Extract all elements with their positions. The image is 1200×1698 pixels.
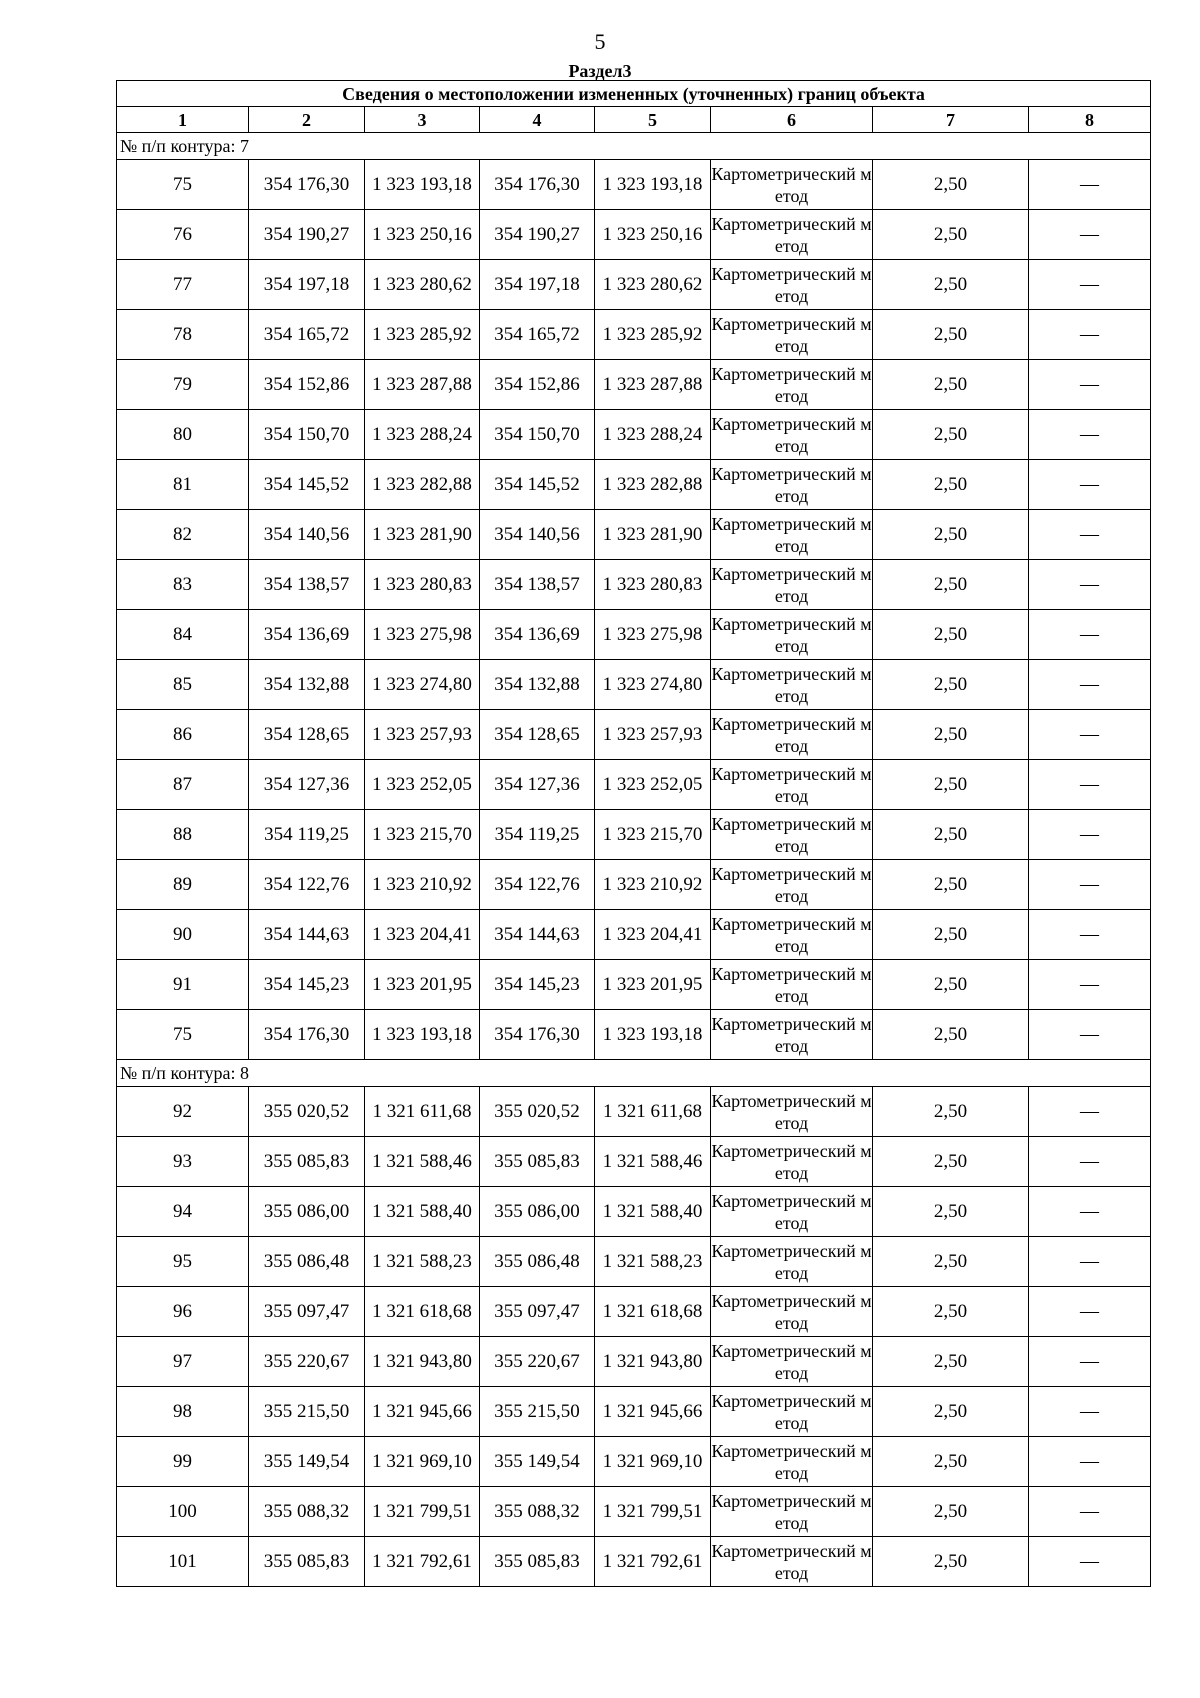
x-new-cell: 355 086,00 [480,1187,595,1237]
table-row [117,360,1151,410]
accuracy-cell: 2,50 [873,210,1029,260]
description-cell: — [1029,510,1151,560]
y-old-cell: 1 323 193,18 [365,160,480,210]
accuracy-cell: 2,50 [873,1337,1029,1387]
y-new-cell: 1 323 281,90 [595,510,711,560]
accuracy-cell: 2,50 [873,1537,1029,1587]
column-header: 1 [117,107,249,133]
description-cell: — [1029,810,1151,860]
method-cell: Картометрический метод [711,1487,873,1537]
point-number-cell: 89 [117,860,249,910]
y-new-cell: 1 323 252,05 [595,760,711,810]
y-old-cell: 1 323 210,92 [365,860,480,910]
description-cell: — [1029,660,1151,710]
table-row [117,210,1151,260]
x-new-cell: 354 127,36 [480,760,595,810]
description-cell: — [1029,210,1151,260]
method-cell: Картометрический метод [711,310,873,360]
method-cell: Картометрический метод [711,860,873,910]
accuracy-cell: 2,50 [873,410,1029,460]
y-new-cell: 1 321 588,46 [595,1137,711,1187]
y-new-cell: 1 323 285,92 [595,310,711,360]
x-new-cell: 355 220,67 [480,1337,595,1387]
table-body [117,81,1151,1587]
description-cell: — [1029,410,1151,460]
x-old-cell: 355 086,00 [249,1187,365,1237]
description-cell: — [1029,710,1151,760]
x-new-cell: 354 190,27 [480,210,595,260]
x-old-cell: 354 150,70 [249,410,365,460]
point-number-cell: 94 [117,1187,249,1237]
x-old-cell: 354 145,52 [249,460,365,510]
x-old-cell: 355 020,52 [249,1087,365,1137]
y-new-cell: 1 323 201,95 [595,960,711,1010]
method-cell: Картометрический метод [711,760,873,810]
column-header-row [117,107,1151,133]
x-new-cell: 354 197,18 [480,260,595,310]
y-old-cell: 1 323 193,18 [365,1010,480,1060]
accuracy-cell: 2,50 [873,160,1029,210]
x-old-cell: 354 176,30 [249,160,365,210]
description-cell: — [1029,460,1151,510]
y-new-cell: 1 323 210,92 [595,860,711,910]
table-row [117,710,1151,760]
table-row [117,310,1151,360]
y-old-cell: 1 323 282,88 [365,460,480,510]
description-cell: — [1029,1237,1151,1287]
x-old-cell: 354 136,69 [249,610,365,660]
method-cell: Картометрический метод [711,710,873,760]
x-new-cell: 354 128,65 [480,710,595,760]
x-old-cell: 354 127,36 [249,760,365,810]
description-cell: — [1029,1087,1151,1137]
y-old-cell: 1 323 280,62 [365,260,480,310]
method-cell: Картометрический метод [711,1237,873,1287]
accuracy-cell: 2,50 [873,1387,1029,1437]
point-number-cell: 76 [117,210,249,260]
contour-row [117,133,1151,160]
accuracy-cell: 2,50 [873,310,1029,360]
point-number-cell: 75 [117,1010,249,1060]
description-cell: — [1029,960,1151,1010]
point-number-cell: 99 [117,1437,249,1487]
x-old-cell: 354 132,88 [249,660,365,710]
point-number-cell: 93 [117,1137,249,1187]
method-cell: Картометрический метод [711,660,873,710]
point-number-cell: 97 [117,1337,249,1387]
y-old-cell: 1 321 618,68 [365,1287,480,1337]
accuracy-cell: 2,50 [873,460,1029,510]
table-row [117,610,1151,660]
description-cell: — [1029,260,1151,310]
accuracy-cell: 2,50 [873,610,1029,660]
column-header: 3 [365,107,480,133]
x-old-cell: 355 220,67 [249,1337,365,1387]
x-new-cell: 355 085,83 [480,1537,595,1587]
y-old-cell: 1 323 274,80 [365,660,480,710]
contour-label: № п/п контура: 7 [117,133,1151,160]
y-new-cell: 1 323 274,80 [595,660,711,710]
x-old-cell: 355 149,54 [249,1437,365,1487]
table-row [117,1237,1151,1287]
description-cell: — [1029,1287,1151,1337]
table-row [117,510,1151,560]
x-old-cell: 355 088,32 [249,1487,365,1537]
x-new-cell: 354 140,56 [480,510,595,560]
x-old-cell: 354 152,86 [249,360,365,410]
y-old-cell: 1 321 799,51 [365,1487,480,1537]
x-new-cell: 354 136,69 [480,610,595,660]
table-row [117,1387,1151,1437]
accuracy-cell: 2,50 [873,1087,1029,1137]
table-row [117,860,1151,910]
y-old-cell: 1 323 252,05 [365,760,480,810]
x-new-cell: 354 152,86 [480,360,595,410]
method-cell: Картометрический метод [711,510,873,560]
y-old-cell: 1 321 969,10 [365,1437,480,1487]
y-old-cell: 1 321 943,80 [365,1337,480,1387]
y-new-cell: 1 321 611,68 [595,1087,711,1137]
y-old-cell: 1 321 588,40 [365,1187,480,1237]
y-old-cell: 1 321 611,68 [365,1087,480,1137]
method-cell: Картометрический метод [711,210,873,260]
point-number-cell: 80 [117,410,249,460]
y-old-cell: 1 323 215,70 [365,810,480,860]
description-cell: — [1029,1137,1151,1187]
method-cell: Картометрический метод [711,1010,873,1060]
description-cell: — [1029,860,1151,910]
point-number-cell: 85 [117,660,249,710]
method-cell: Картометрический метод [711,410,873,460]
y-new-cell: 1 323 204,41 [595,910,711,960]
x-old-cell: 355 085,83 [249,1537,365,1587]
x-new-cell: 355 085,83 [480,1137,595,1187]
y-new-cell: 1 323 280,83 [595,560,711,610]
y-new-cell: 1 323 250,16 [595,210,711,260]
table-row [117,460,1151,510]
table-row [117,1137,1151,1187]
x-new-cell: 355 149,54 [480,1437,595,1487]
point-number-cell: 75 [117,160,249,210]
y-old-cell: 1 323 288,24 [365,410,480,460]
column-header: 7 [873,107,1029,133]
y-new-cell: 1 323 288,24 [595,410,711,460]
y-old-cell: 1 323 204,41 [365,910,480,960]
description-cell: — [1029,310,1151,360]
column-header: 5 [595,107,711,133]
point-number-cell: 90 [117,910,249,960]
y-old-cell: 1 321 588,46 [365,1137,480,1187]
section-title: Раздел3 [568,61,632,81]
description-cell: — [1029,1537,1151,1587]
table-row [117,560,1151,610]
accuracy-cell: 2,50 [873,760,1029,810]
table-row [117,1087,1151,1137]
x-new-cell: 355 097,47 [480,1287,595,1337]
description-cell: — [1029,760,1151,810]
method-cell: Картометрический метод [711,260,873,310]
x-new-cell: 354 145,52 [480,460,595,510]
page-number: 5 [594,29,606,54]
description-cell: — [1029,1010,1151,1060]
x-old-cell: 354 165,72 [249,310,365,360]
table-row [117,660,1151,710]
point-number-cell: 81 [117,460,249,510]
method-cell: Картометрический метод [711,960,873,1010]
y-new-cell: 1 323 215,70 [595,810,711,860]
boundary-coordinates-table [116,80,1151,1587]
x-old-cell: 354 190,27 [249,210,365,260]
y-new-cell: 1 321 618,68 [595,1287,711,1337]
x-old-cell: 354 176,30 [249,1010,365,1060]
table-row [117,1437,1151,1487]
table-row [117,410,1151,460]
description-cell: — [1029,910,1151,960]
table-title-row [117,81,1151,107]
accuracy-cell: 2,50 [873,1437,1029,1487]
accuracy-cell: 2,50 [873,260,1029,310]
x-old-cell: 354 145,23 [249,960,365,1010]
column-header: 2 [249,107,365,133]
y-new-cell: 1 321 799,51 [595,1487,711,1537]
x-old-cell: 355 215,50 [249,1387,365,1437]
table-row [117,810,1151,860]
column-header: 6 [711,107,873,133]
x-new-cell: 354 132,88 [480,660,595,710]
description-cell: — [1029,360,1151,410]
y-new-cell: 1 321 588,23 [595,1237,711,1287]
y-old-cell: 1 323 285,92 [365,310,480,360]
method-cell: Картометрический метод [711,560,873,610]
x-new-cell: 354 150,70 [480,410,595,460]
x-new-cell: 354 144,63 [480,910,595,960]
accuracy-cell: 2,50 [873,560,1029,610]
y-new-cell: 1 323 282,88 [595,460,711,510]
method-cell: Картометрический метод [711,1137,873,1187]
point-number-cell: 82 [117,510,249,560]
point-number-cell: 83 [117,560,249,610]
x-old-cell: 354 144,63 [249,910,365,960]
table-title: Сведения о местоположении измененных (уточненных) границ объекта [117,81,1151,107]
description-cell: — [1029,1337,1151,1387]
method-cell: Картометрический метод [711,1287,873,1337]
table-row [117,760,1151,810]
y-new-cell: 1 323 287,88 [595,360,711,410]
accuracy-cell: 2,50 [873,1237,1029,1287]
table-row [117,1337,1151,1387]
column-header: 8 [1029,107,1151,133]
description-cell: — [1029,1387,1151,1437]
y-old-cell: 1 323 257,93 [365,710,480,760]
point-number-cell: 78 [117,310,249,360]
x-new-cell: 354 176,30 [480,160,595,210]
table-row [117,260,1151,310]
table-row [117,1010,1151,1060]
y-old-cell: 1 323 275,98 [365,610,480,660]
x-new-cell: 355 020,52 [480,1087,595,1137]
method-cell: Картометрический метод [711,810,873,860]
x-old-cell: 354 128,65 [249,710,365,760]
y-new-cell: 1 321 792,61 [595,1537,711,1587]
accuracy-cell: 2,50 [873,960,1029,1010]
method-cell: Картометрический метод [711,1087,873,1137]
point-number-cell: 92 [117,1087,249,1137]
accuracy-cell: 2,50 [873,910,1029,960]
x-new-cell: 355 086,48 [480,1237,595,1287]
point-number-cell: 96 [117,1287,249,1337]
description-cell: — [1029,560,1151,610]
x-old-cell: 355 097,47 [249,1287,365,1337]
y-new-cell: 1 323 275,98 [595,610,711,660]
x-new-cell: 355 215,50 [480,1387,595,1437]
x-old-cell: 355 086,48 [249,1237,365,1287]
point-number-cell: 79 [117,360,249,410]
description-cell: — [1029,1487,1151,1537]
y-new-cell: 1 321 943,80 [595,1337,711,1387]
point-number-cell: 87 [117,760,249,810]
x-new-cell: 354 122,76 [480,860,595,910]
method-cell: Картометрический метод [711,1387,873,1437]
x-new-cell: 354 165,72 [480,310,595,360]
y-new-cell: 1 323 280,62 [595,260,711,310]
y-new-cell: 1 321 969,10 [595,1437,711,1487]
table-row [117,1537,1151,1587]
table-row [117,160,1151,210]
y-new-cell: 1 323 193,18 [595,1010,711,1060]
y-old-cell: 1 323 201,95 [365,960,480,1010]
method-cell: Картометрический метод [711,1537,873,1587]
table-row [117,910,1151,960]
x-old-cell: 354 140,56 [249,510,365,560]
point-number-cell: 101 [117,1537,249,1587]
point-number-cell: 95 [117,1237,249,1287]
y-old-cell: 1 323 250,16 [365,210,480,260]
table-row [117,1287,1151,1337]
method-cell: Картометрический метод [711,460,873,510]
point-number-cell: 77 [117,260,249,310]
method-cell: Картометрический метод [711,610,873,660]
accuracy-cell: 2,50 [873,1287,1029,1337]
description-cell: — [1029,610,1151,660]
point-number-cell: 100 [117,1487,249,1537]
x-old-cell: 354 197,18 [249,260,365,310]
x-new-cell: 354 176,30 [480,1010,595,1060]
accuracy-cell: 2,50 [873,360,1029,410]
y-new-cell: 1 321 945,66 [595,1387,711,1437]
y-new-cell: 1 321 588,40 [595,1187,711,1237]
column-header: 4 [480,107,595,133]
y-new-cell: 1 323 193,18 [595,160,711,210]
method-cell: Картометрический метод [711,910,873,960]
method-cell: Картометрический метод [711,360,873,410]
point-number-cell: 91 [117,960,249,1010]
accuracy-cell: 2,50 [873,710,1029,760]
x-new-cell: 354 145,23 [480,960,595,1010]
method-cell: Картометрический метод [711,1337,873,1387]
description-cell: — [1029,1187,1151,1237]
y-old-cell: 1 323 280,83 [365,560,480,610]
accuracy-cell: 2,50 [873,660,1029,710]
accuracy-cell: 2,50 [873,810,1029,860]
y-old-cell: 1 323 287,88 [365,360,480,410]
method-cell: Картометрический метод [711,1187,873,1237]
y-new-cell: 1 323 257,93 [595,710,711,760]
x-old-cell: 354 122,76 [249,860,365,910]
accuracy-cell: 2,50 [873,1187,1029,1237]
accuracy-cell: 2,50 [873,510,1029,560]
x-new-cell: 354 138,57 [480,560,595,610]
y-old-cell: 1 321 792,61 [365,1537,480,1587]
point-number-cell: 84 [117,610,249,660]
contour-row [117,1060,1151,1087]
table-row [117,1487,1151,1537]
contour-label: № п/п контура: 8 [117,1060,1151,1087]
y-old-cell: 1 323 281,90 [365,510,480,560]
point-number-cell: 88 [117,810,249,860]
accuracy-cell: 2,50 [873,1487,1029,1537]
description-cell: — [1029,1437,1151,1487]
y-old-cell: 1 321 588,23 [365,1237,480,1287]
x-old-cell: 355 085,83 [249,1137,365,1187]
x-old-cell: 354 119,25 [249,810,365,860]
method-cell: Картометрический метод [711,1437,873,1487]
accuracy-cell: 2,50 [873,1137,1029,1187]
table-row [117,960,1151,1010]
x-old-cell: 354 138,57 [249,560,365,610]
y-old-cell: 1 321 945,66 [365,1387,480,1437]
description-cell: — [1029,160,1151,210]
point-number-cell: 86 [117,710,249,760]
accuracy-cell: 2,50 [873,860,1029,910]
method-cell: Картометрический метод [711,160,873,210]
table-row [117,1187,1151,1237]
x-new-cell: 355 088,32 [480,1487,595,1537]
x-new-cell: 354 119,25 [480,810,595,860]
accuracy-cell: 2,50 [873,1010,1029,1060]
point-number-cell: 98 [117,1387,249,1437]
